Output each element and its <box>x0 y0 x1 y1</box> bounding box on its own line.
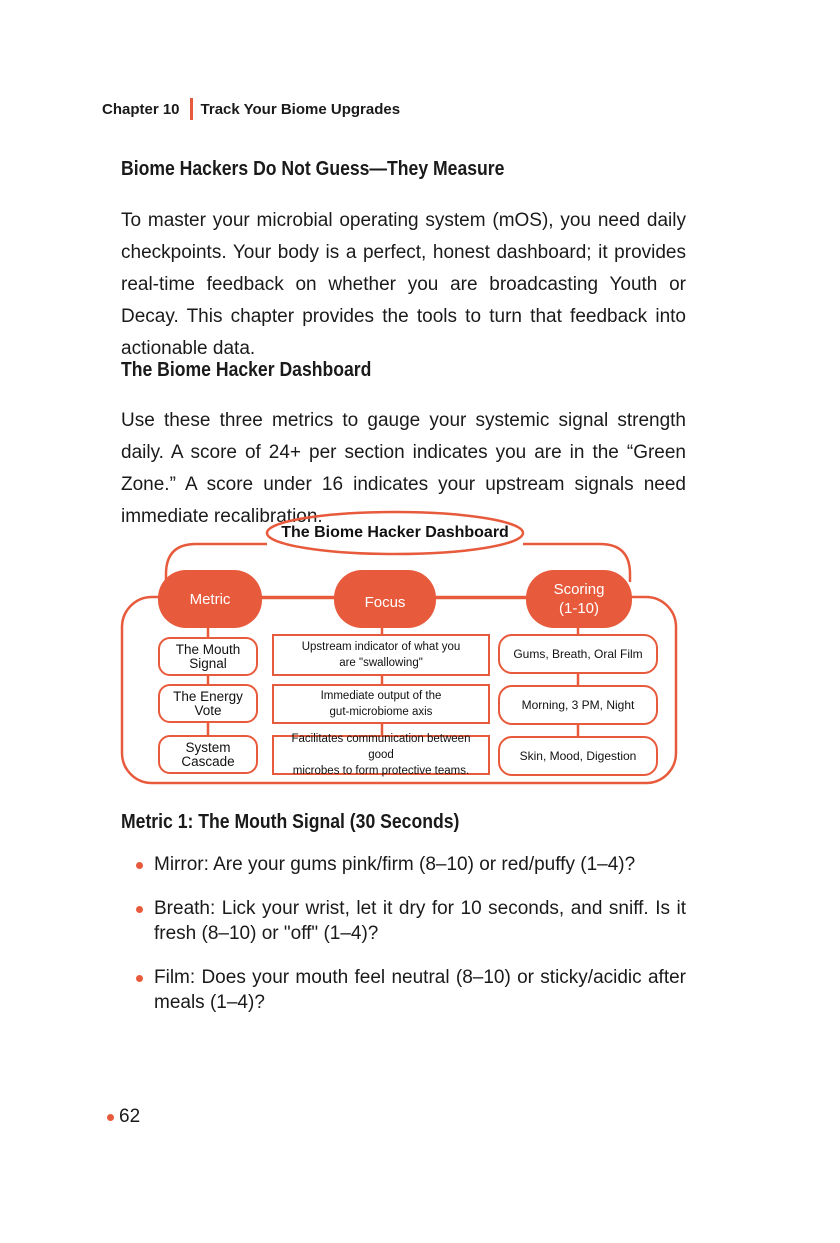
chapter-label: Chapter 10 <box>102 100 180 118</box>
list-item: Film: Does your mouth feel neutral (8–10) or sticky/acidic after meals (1–4)? <box>136 965 686 1015</box>
focus-cell-cascade: Facilitates communication between good microbes to form protective teams. <box>272 735 490 775</box>
section-heading-dashboard: The Biome Hacker Dashboard <box>121 359 372 381</box>
header-metric: Metric <box>158 570 262 628</box>
dashboard-paragraph: Use these three metrics to gauge your systemic signal strength daily. A score of 24+ per section indicates you are in the “Green Zone.” A score under 16 indicates your upstream signals need immediate recalibration. <box>121 410 686 527</box>
focus-cell-mouth: Upstream indicator of what you are "swallowing" <box>272 634 490 676</box>
scoring-cell-energy: Morning, 3 PM, Night <box>498 685 658 725</box>
bullet-icon <box>136 862 143 869</box>
bullet-icon <box>136 906 143 913</box>
bullet-icon <box>136 975 143 982</box>
page-bullet-icon <box>107 1114 114 1121</box>
header-divider <box>190 98 193 120</box>
header-scoring: Scoring (1-10) <box>526 570 632 628</box>
metric-cell-energy: The Energy Vote <box>158 684 258 723</box>
header-focus: Focus <box>334 570 436 628</box>
metric-cell-cascade: System Cascade <box>158 735 258 774</box>
intro-paragraph: To master your microbial operating system (mOS), you need daily checkpoints. Your body is a perfect, honest dashboard; it provides real-time feedback on whether you are broadcasting Youth or Decay. This chapter provides the tools to turn that feedback into actionable data. <box>121 210 686 359</box>
section-heading-mouth-signal: Metric 1: The Mouth Signal (30 Seconds) <box>121 811 460 833</box>
metric-cell-mouth: The Mouth Signal <box>158 637 258 676</box>
list-item: Breath: Lick your wrist, let it dry for 10 seconds, and sniff. Is it fresh (8–10) or "off" (1–4)? <box>136 896 686 946</box>
diagram-title: The Biome Hacker Dashboard <box>281 524 509 541</box>
scoring-cell-cascade: Skin, Mood, Digestion <box>498 736 658 776</box>
chapter-title: Track Your Biome Upgrades <box>200 100 401 118</box>
focus-cell-energy: Immediate output of the gut-microbiome axis <box>272 684 490 724</box>
section-heading-measure: Biome Hackers Do Not Guess—They Measure <box>121 158 505 180</box>
scoring-cell-mouth: Gums, Breath, Oral Film <box>498 634 658 674</box>
running-header <box>102 98 400 120</box>
page-number: 62 <box>107 1106 140 1128</box>
list-item: Mirror: Are your gums pink/firm (8–10) or red/puffy (1–4)? <box>136 852 686 877</box>
mouth-signal-list <box>136 852 686 1034</box>
dashboard-diagram <box>112 508 688 792</box>
